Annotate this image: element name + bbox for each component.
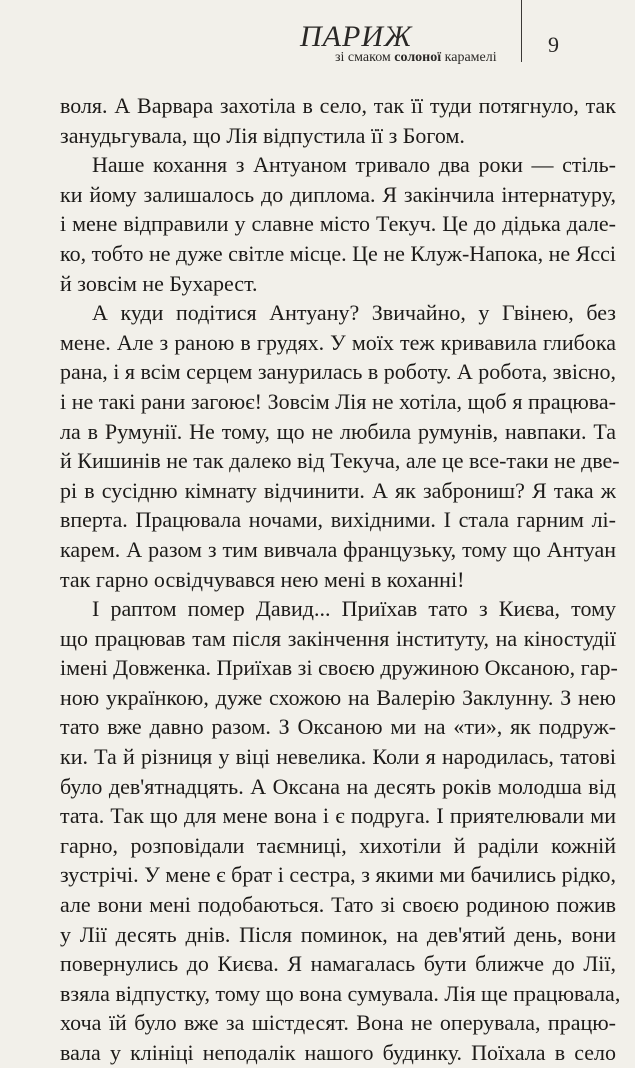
subtitle-suffix: карамелі	[444, 50, 497, 65]
text-line: ко, тобто не дуже світле місце. Це не Клуж-Напока, не Яссі	[60, 240, 616, 266]
text-line: імені Довженка. Приїхав зі своєю дружиною Оксаною, гар-	[60, 655, 618, 681]
paragraph	[60, 298, 620, 594]
page-number: 9	[548, 32, 559, 57]
paragraph	[60, 91, 616, 150]
text-line: ла в Румунії. Не тому, що не любила румунів, навпаки. Та	[60, 418, 616, 444]
text-line: А куди подітися Антуану? Звичайно, у Гвінею, без	[92, 300, 616, 326]
paragraph	[60, 594, 621, 1068]
body-text	[60, 91, 621, 1068]
text-line: ною українкою, дуже схожою на Валерію Заклунну. З нею	[60, 684, 616, 710]
text-line: рі в сусідню кімнату відчинити. А як заброниш? Я така ж	[60, 477, 616, 503]
text-line: рана, і я всім серцем занурилась в роботу. А робота, звісно,	[60, 359, 616, 385]
text-line: але вони мені подобаються. Тато зі своєю родиною пожив	[60, 892, 616, 918]
book-subtitle	[335, 50, 497, 66]
text-line: й зовсім не Бухарест.	[60, 270, 258, 296]
text-line: ки йому залишалось до диплома. Я закінчила інтернатуру,	[60, 181, 616, 207]
text-line: було дев'ятнадцять. А Оксана на десять років молодша від	[60, 773, 616, 799]
text-line: що працював там після закінчення інституту, на кіностудії	[60, 625, 616, 651]
text-line: карем. А разом з тим вивчала французьку, тому що Антуан	[60, 536, 616, 562]
text-line: вала у клініці неподалік нашого будинку. Поїхала в село	[60, 1040, 616, 1065]
text-line: хоча їй було вже за шістдесят. Вона не оперувала, працю-	[60, 1010, 616, 1036]
paragraph	[60, 150, 616, 298]
text-line: у Лії десять днів. Після поминок, на дев'ятий день, вони	[60, 921, 616, 947]
book-title: ПАРИЖ	[300, 20, 413, 53]
text-line: Наше кохання з Антуаном тривало два роки — стіль-	[92, 152, 616, 178]
text-line: ки. Та й різниця у віці невелика. Коли я народилась, татові	[60, 744, 616, 770]
text-line: занудьгувала, що Лія відпустила її з Богом.	[60, 122, 465, 148]
text-line: тато вже давно разом. З Оксаною ми на «ти», як подруж-	[60, 714, 616, 740]
subtitle-bold: солоної	[394, 50, 442, 65]
text-line: так гарно освідчувався нею мені в коханні!	[60, 566, 465, 592]
text-line: тата. Так що для мене вона і є подруга. І приятелювали ми	[60, 803, 616, 829]
subtitle-prefix: зі смаком	[335, 50, 391, 65]
text-line: вперта. Працювала ночами, вихідними. І стала гарним лі-	[60, 507, 616, 533]
text-line: гарно, розповідали таємниці, хихотіли й раділи кожній	[60, 832, 616, 858]
text-line: й Кишинів не так далеко від Текуча, але це все-таки не две-	[60, 448, 620, 474]
text-line: мене. Але з раною в грудях. У моїх теж кривавила глибока	[60, 329, 616, 355]
text-line: взяла відпустку, тому що вона сумувала. Лія ще працювала,	[60, 980, 621, 1006]
header-divider	[521, 0, 522, 62]
text-line: воля. А Варвара захотіла в село, так її туди потягнуло, так	[60, 93, 616, 118]
page-header	[0, 0, 635, 90]
text-line: і мене відправили у славне місто Текуч. Це до дідька дале-	[60, 211, 616, 237]
text-line: і не такі рани загоює! Зовсім Лія не хотіла, щоб я працюва-	[60, 388, 616, 414]
text-line: І раптом помер Давид... Приїхав тато з Києва, тому	[92, 596, 616, 622]
text-line: повернулись до Києва. Я намагалась бути ближче до Лії,	[60, 951, 616, 977]
text-line: зустрічі. У мене є брат і сестра, з якими ми бачились рідко,	[60, 862, 616, 888]
